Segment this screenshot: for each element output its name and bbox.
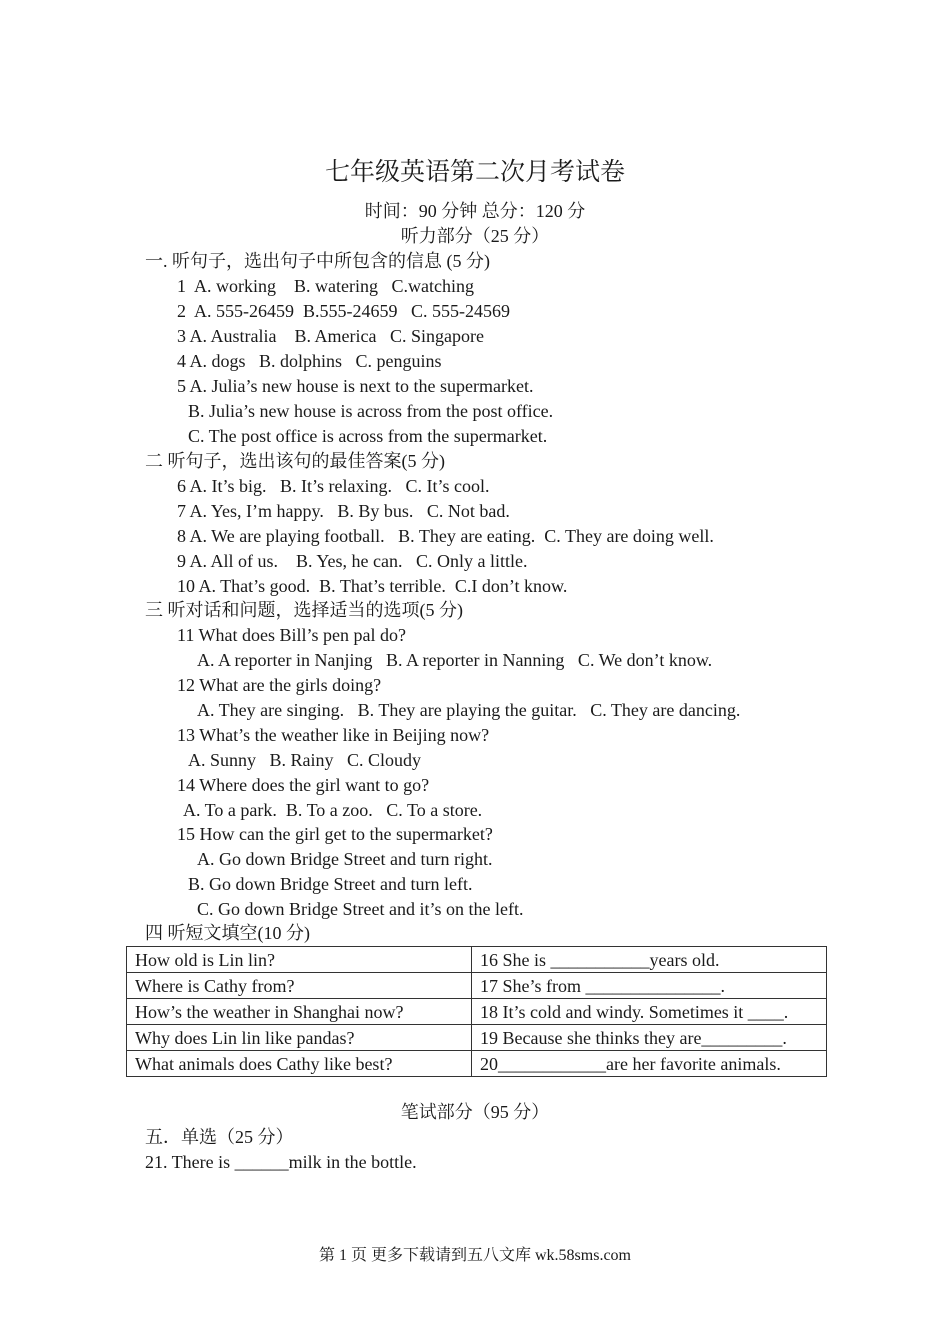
table-row: [127, 947, 827, 973]
table-cell-question: What animals does Cathy like best?: [127, 1051, 472, 1077]
section-2-heading: 二 听句子，选出该句的最佳答案(5 分): [145, 451, 445, 471]
table-row: [127, 1025, 827, 1051]
table-cell-answer: 17 She’s from _______________.: [472, 973, 827, 999]
section-1-heading: 一. 听句子，选出句子中所包含的信息 (5 分): [145, 251, 490, 271]
question-14-options: A. To a park. B. To a zoo. C. To a store.: [183, 800, 483, 820]
question-13-options: A. Sunny B. Rainy C. Cloudy: [188, 750, 422, 770]
section-3-heading: 三 听对话和问题，选择适当的选项(5 分): [145, 600, 463, 620]
question-15-option-c: C. Go down Bridge Street and it’s on the left.: [197, 899, 524, 919]
question-13: 13 What’s the weather like in Beijing now?: [177, 725, 490, 745]
section-5-heading: 五．单选（25 分）: [145, 1127, 294, 1147]
question-5-option-a: 5 A. Julia’s new house is next to the supermarket.: [177, 376, 534, 396]
table-row: [127, 1051, 827, 1077]
question-12: 12 What are the girls doing?: [177, 675, 382, 695]
question-5-option-b: B. Julia’s new house is across from the post office.: [188, 401, 554, 421]
table-cell-question: Where is Cathy from?: [127, 973, 472, 999]
fill-in-table: [126, 946, 827, 1077]
question-12-options: A. They are singing. B. They are playing the guitar. C. They are dancing.: [197, 700, 741, 720]
table-cell-answer: 16 She is ___________years old.: [472, 947, 827, 973]
question-15: 15 How can the girl get to the supermarket?: [177, 824, 493, 844]
table-row: [127, 973, 827, 999]
table-cell-question: How’s the weather in Shanghai now?: [127, 999, 472, 1025]
listening-header: 听力部分（25 分）: [400, 226, 550, 246]
written-header: 笔试部分（95 分）: [400, 1102, 550, 1122]
table-cell-answer: 18 It’s cold and windy. Sometimes it ____.: [472, 999, 827, 1025]
table-cell-answer: 20____________are her favorite animals.: [472, 1051, 827, 1077]
question-10: 10 A. That’s good. B. That’s terrible. C.I don’t know.: [177, 576, 568, 596]
question-11: 11 What does Bill’s pen pal do?: [177, 625, 406, 645]
question-15-option-a: A. Go down Bridge Street and turn right.: [197, 849, 493, 869]
table-cell-question: How old is Lin lin?: [127, 947, 472, 973]
question-3: 3 A. Australia B. America C. Singapore: [177, 326, 484, 346]
table-row: [127, 999, 827, 1025]
question-4: 4 A. dogs B. dolphins C. penguins: [177, 351, 442, 371]
question-6: 6 A. It’s big. B. It’s relaxing. C. It’s cool.: [177, 476, 490, 496]
question-2: 2 A. 555-26459 B.555-24659 C. 555-24569: [177, 301, 510, 321]
question-15-option-b: B. Go down Bridge Street and turn left.: [188, 874, 473, 894]
page-footer: 第 1 页 更多下载请到五八文库 wk.58sms.com: [318, 1247, 631, 1264]
question-9: 9 A. All of us. B. Yes, he can. C. Only a little.: [177, 551, 528, 571]
question-8: 8 A. We are playing football. B. They are eating. C. They are doing well.: [177, 526, 714, 546]
table-cell-question: Why does Lin lin like pandas?: [127, 1025, 472, 1051]
time-score: 时间：90 分钟 总分：120 分: [364, 201, 586, 221]
question-1: 1 A. working B. watering C.watching: [177, 276, 474, 296]
question-5-option-c: C. The post office is across from the supermarket.: [188, 426, 548, 446]
section-4-heading: 四 听短文填空(10 分): [145, 923, 310, 943]
question-14: 14 Where does the girl want to go?: [177, 775, 430, 795]
question-21: 21. There is ______milk in the bottle.: [145, 1152, 417, 1172]
table-cell-answer: 19 Because she thinks they are_________.: [472, 1025, 827, 1051]
question-7: 7 A. Yes, I’m happy. B. By bus. C. Not bad.: [177, 501, 510, 521]
page-title: 七年级英语第二次月考试卷: [324, 159, 625, 186]
question-11-options: A. A reporter in Nanjing B. A reporter in Nanning C. We don’t know.: [197, 650, 713, 670]
